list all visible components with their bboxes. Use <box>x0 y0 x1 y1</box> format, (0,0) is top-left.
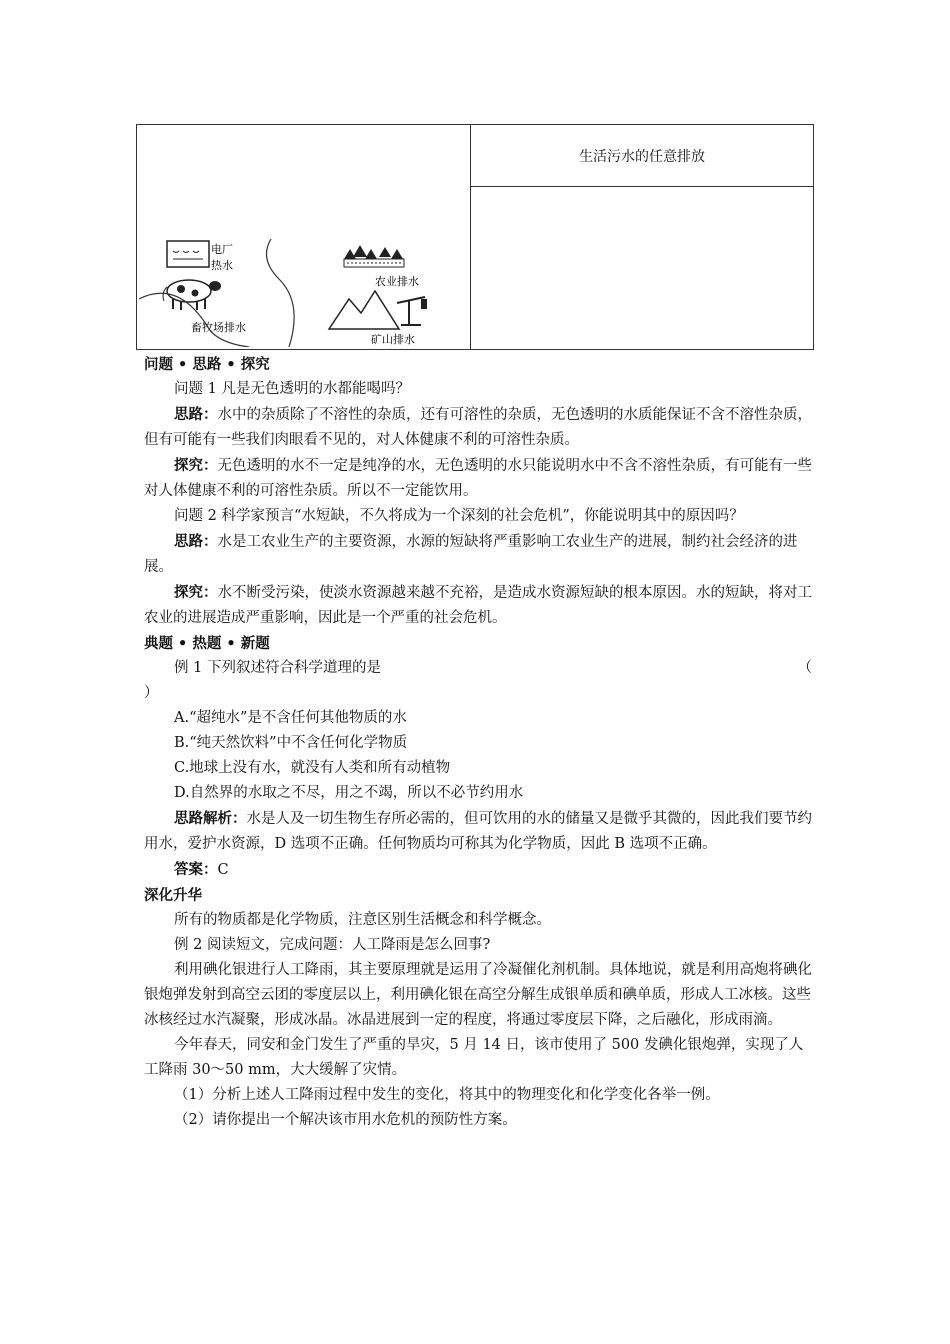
mine-label: 矿山排水 <box>371 333 415 346</box>
question-1-thinking <box>144 402 812 453</box>
sub-question-2: （2）请你提出一个解决该市用水危机的预防性方案。 <box>174 1112 517 1128</box>
exploration-text: 无色透明的水不一定是纯净的水，无色透明的水只能说明水中不含不溶性杂质，有可能有一些对人体健康不利的可溶性杂质。所以不一定能饮用。 <box>144 458 812 499</box>
analysis-label: 思路解析： <box>174 810 247 827</box>
table-cell-sewage: 生活污水的任意排放 <box>579 148 705 165</box>
village-icon <box>344 245 404 267</box>
option-b: B.“纯天然饮料”中不含任何化学物质 <box>174 735 408 751</box>
example-1-analysis <box>144 806 812 857</box>
thinking-text: 水中的杂质除了不溶性的杂质，还有可溶性的杂质，无色透明的水质能保证不含不溶性杂质，但有可能有一些我们肉眼看不见的，对人体健康不利的可溶性杂质。 <box>144 407 812 448</box>
exploration-label: 探究： <box>174 457 218 474</box>
answer-label: 答案： <box>174 861 218 878</box>
example-1-question <box>144 656 812 681</box>
sub-question-1: （1）分析上述人工降雨过程中发生的变化，将其中的物理变化和化学变化各举一例。 <box>174 1087 720 1103</box>
question-2-exploration <box>144 580 812 631</box>
exploration-text: 水不断受污染，使淡水资源越来越不充裕，是造成水资源短缺的根本原因。水的短缺，将对工农业的进展造成严重影响，因此是一个严重的社会危机。 <box>144 585 812 626</box>
summary-paragraph: 所有的物质都是化学物质，注意区别生活概念和科学概念。 <box>174 912 551 928</box>
example-2-question: 例 2 阅读短文，完成问题：人工降雨是怎么回事? <box>174 937 491 953</box>
river-main <box>267 239 295 347</box>
section-heading-3: 深化升华 <box>144 887 202 904</box>
answer-text: C <box>217 862 229 878</box>
question-1-exploration <box>144 453 812 504</box>
mountain-icon <box>329 291 399 329</box>
analysis-text: 水是人及一切生物生存所必需的，但可饮用的水的储量又是微乎其微的，因此我们要节约用水，爱护水资源，D 选项不正确。任何物质均可称其为化学物质，因此 B 选项不正确。 <box>144 811 812 852</box>
option-a: A.“超纯水”是不含任何其他物质的水 <box>174 710 407 726</box>
power-plant-tank <box>167 241 209 267</box>
reading-paragraph-1: 利用碘化银进行人工降雨，其主要原理就是运用了冷凝催化剂机制。具体地说，就是利用高炮将碘化银炮弹发射到高空云团的零度层以上，利用碘化银在高空分解生成银单质和碘单质，形成人工冰核。这些冰核经过水汽凝聚，形成冰晶。冰晶进展到一定的程度，将通过零度层下降，之后融化，形成雨滴。 <box>144 962 812 1028</box>
example-1-answer <box>144 857 812 883</box>
agriculture-label: 农业排水 <box>375 275 419 288</box>
livestock-label: 畜牧场排水 <box>191 321 246 334</box>
power-plant-label-2: 热水 <box>211 259 233 272</box>
top-table <box>136 124 814 350</box>
document-body <box>144 352 812 1133</box>
thinking-text: 水是工农业生产的主要资源，水源的短缺将严重影响工农业生产的进展，制约社会经济的进展。 <box>144 534 798 575</box>
thinking-label: 思路： <box>174 406 218 423</box>
option-c: C.地球上没有水，就没有人类和所有动植物 <box>174 760 451 776</box>
reading-paragraph-2: 今年春天，同安和金门发生了严重的旱灾，5 月 14 日，该市使用了 500 发碘化银炮弹，实现了人工降雨 30～50 mm，大大缓解了灾情。 <box>144 1037 804 1078</box>
answer-paren-open: （ <box>797 660 812 676</box>
question-2: 问题 2 科学家预言“水短缺，不久将成为一个深刻的社会危机”，你能说明其中的原因吗？ <box>174 508 744 524</box>
section-heading-2: 典题 • 热题 • 新题 <box>144 635 270 652</box>
pollution-sources-illustration <box>139 239 453 347</box>
answer-paren-close: ） <box>144 685 159 701</box>
exploration-label: 探究： <box>174 584 218 601</box>
oil-pump-icon <box>397 297 427 325</box>
section-heading-1: 问题 • 思路 • 探究 <box>144 356 270 373</box>
example-1-text: 例 1 下列叙述符合科学道理的是 <box>174 660 381 676</box>
power-plant-label-1: 电厂 <box>211 243 233 256</box>
table-divider-horizontal <box>470 186 813 187</box>
question-2-thinking <box>144 529 812 580</box>
option-d: D.自然界的水取之不尽，用之不竭，所以不必节约用水 <box>174 785 524 801</box>
thinking-label: 思路： <box>174 533 218 550</box>
question-1: 问题 1 凡是无色透明的水都能喝吗？ <box>174 381 410 397</box>
